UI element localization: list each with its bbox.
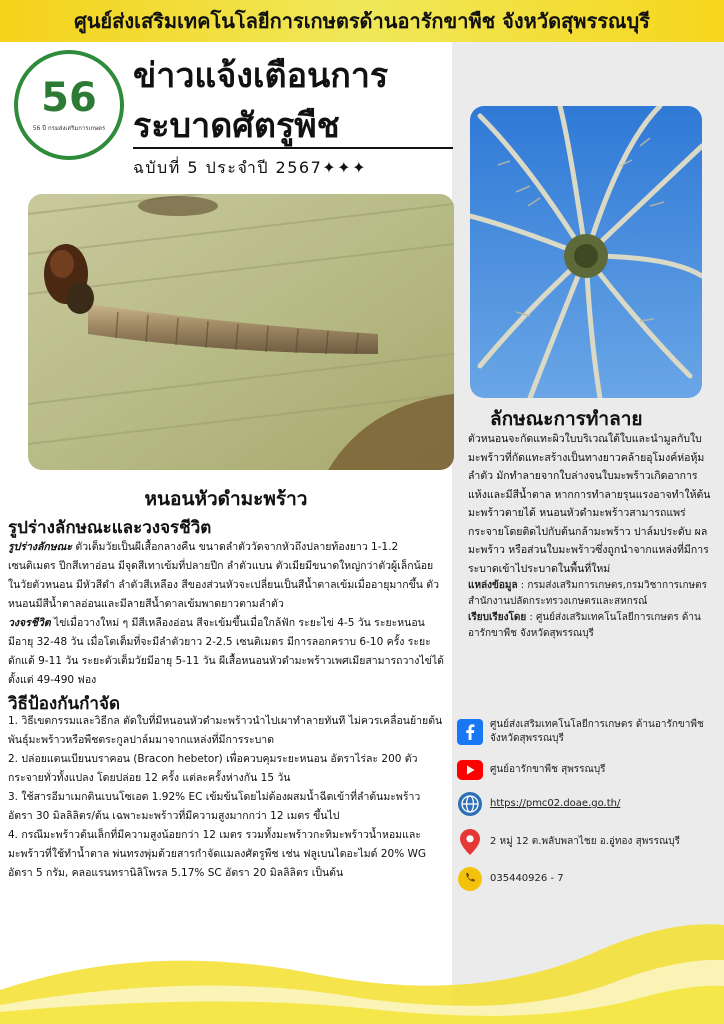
youtube-icon bbox=[456, 756, 484, 784]
page-title-line-1: ข่าวแจ้งเตือนการ bbox=[133, 56, 389, 96]
lifecycle-heading: รูปร่างลักษณะและวงจรชีวิต bbox=[8, 518, 212, 538]
morphology-text: ตัวเต็มวัยเป็นผีเสื้อกลางคืน ขนาดลำตัววัดจากหัวถึงปลายท้องยาว 1-1.2 เซนติเมตร ปีกสีเทาอ่อน มีจุดสีเทาเข้มที่ปลายปีก ลำตัวแบน ตัวเมียมีขนาดใหญ่กว่าตัวผู้เล็กน้อย ในวัยตัวหนอน มีหัวสีดำ ลำตัวสีเหลือง สีของส่วนหัวจะเปลี่ยนเป็นสีน้ำตาลเข้มเมื่ออายุมากขึ้น ตัวหนอนมีสีน้ำตาลอ่อนและมีลายสีน้ำตาลเข้มพาดยาวตามลำตัว bbox=[8, 541, 439, 610]
caterpillar-photo bbox=[28, 194, 454, 470]
facebook-page-text: ศูนย์ส่งเสริมเทคโนโลยีการเกษตร ด้านอารักขาพืช จังหวัดสุพรรณบุรี bbox=[490, 719, 704, 744]
footer-wave-decoration bbox=[0, 880, 724, 1024]
damage-text: ตัวหนอนจะกัดแทะผิวใบบริเวณใต้ใบและนำมูลกับใบมะพร้าวที่กัดแทะสร้างเป็นทางยาวคล้ายอุโมงค์ห่อหุ้มลำตัว มักทำลายจากใบล่างจนใบมะพร้าวเกิดอาการแห้งและมีสีน้ำตาล หากการทำลายรุนแรงอาจทำให้ต้นมะพร้าวตายได้ หนอนหัวดำมะพร้าวสามารถแพร่กระจายโดยติดไปกับต้นกล้ามะพร้าว ปาล์มประดับ ผลมะพร้าว หรือส่วนใบมะพร้าวซึ่งถูกนำจากแหล่งที่มีการระบาดเข้าไประบาดในพื้นที่ใหม่ bbox=[468, 433, 711, 575]
palm-tree-photo bbox=[470, 106, 702, 398]
source-info bbox=[468, 578, 716, 642]
prevention-list bbox=[8, 712, 444, 883]
contact-youtube[interactable] bbox=[456, 756, 716, 784]
pest-name-heading: หนอนหัวดำมะพร้าว bbox=[144, 488, 308, 510]
source-value: : กรมส่งเสริมการเกษตร,กรมวิชาการเกษตร สำนักงานปลัดกระทรวงเกษตรและสหกรณ์ bbox=[468, 580, 707, 607]
phone-number: 035440926 - 7 bbox=[490, 873, 564, 884]
page-title-line-2: ระบาดศัตรูพืช bbox=[133, 106, 340, 146]
life-cycle-label: วงจรชีวิต bbox=[8, 617, 51, 629]
header-banner bbox=[0, 0, 724, 42]
logo-caption: 56 ปี กรมส่งเสริมการเกษตร bbox=[32, 125, 106, 132]
website-link[interactable]: https://pmc02.doae.go.th/ bbox=[490, 798, 621, 809]
title-divider bbox=[133, 147, 453, 149]
contact-website[interactable] bbox=[456, 790, 716, 818]
prevention-item: 4. กรณีมะพร้าวต้นเล็กที่มีความสูงน้อยกว่า 12 เมตร รวมทั้งมะพร้าวกะทิมะพร้าวน้ำหอมและมะพร้าวที่ใช้ทำน้ำตาล พ่นทรงพุ่มด้วยสารกำจัดแมลงศัตรูพืช เช่น ฟลูเบนไดอะไมด์ 20% WG อัตรา 5 กรัม, คลอแรนทรานิลิโพรล 5.17% SC อัตรา 20 มิลลิลิตร เป็นต้น bbox=[8, 829, 427, 879]
morphology-label: รูปร่างลักษณะ bbox=[8, 541, 73, 553]
contact-facebook[interactable] bbox=[456, 718, 716, 746]
youtube-channel-text: ศูนย์อารักขาพืช สุพรรณบุรี bbox=[490, 764, 606, 775]
globe-icon bbox=[456, 790, 484, 818]
prevention-heading: วิธีป้องกันกำจัด bbox=[8, 694, 120, 714]
damage-heading: ลักษณะการทำลาย bbox=[490, 408, 643, 430]
life-cycle-text: ไข่เมื่อวางใหม่ ๆ มีสีเหลืองอ่อน สีจะเข้มขึ้นเมื่อใกล้ฟัก ระยะไข่ 4-5 วัน ระยะหนอนมีอายุ 32-48 วัน เมื่อโตเต็มที่จะมีลำตัวยาว 2-2.5 เซนติเมตร มีการลอกคราบ 6-10 ครั้ง ระยะดักแด้ 9-11 วัน ระยะตัวเต็มวัยมีอายุ 5-11 วัน ผีเสื้อหนอนหัวดำมะพร้าวเพศเมียสามารถวางไข่ได้ตั้งแต่ 49-490 ฟอง bbox=[8, 617, 444, 686]
address-text: 2 หมู่ 12 ต.พลับพลาไชย อ.อู่ทอง สุพรรณบุรี bbox=[490, 836, 681, 847]
logo-number: 56 bbox=[41, 75, 97, 121]
header-title: ศูนย์ส่งเสริมเทคโนโลยีการเกษตรด้านอารักขาพืช จังหวัดสุพรรณบุรี bbox=[74, 9, 650, 33]
lifecycle-text bbox=[8, 538, 444, 690]
compiled-by-label: เรียบเรียงโดย bbox=[468, 612, 527, 623]
location-pin-icon bbox=[456, 828, 484, 856]
prevention-item: 1. วิธีเขตกรรมและวิธีกล ตัดใบที่มีหนอนหัวดำมะพร้าวนำไปเผาทำลายทันที ไม่ควรเคลื่อนย้ายต้นพันธุ์มะพร้าวหรือพืชตระกูลปาล์มมาจากแหล่งที่มีการระบาด bbox=[8, 715, 443, 746]
contact-address bbox=[456, 828, 716, 856]
facebook-icon bbox=[456, 718, 484, 746]
prevention-item: 3. ใช้สารอีมาเมกตินเบนโซเอต 1.92% EC เข้มข้นโดยไม่ต้องผสมน้ำฉีดเข้าที่ลำต้นมะพร้าว อัตรา 30 มิลลิลิตร/ต้น เฉพาะมะพร้าวที่มีความสูงมากกว่า 12 เมตร ขึ้นไป bbox=[8, 791, 421, 822]
compiled-by-value: : ศูนย์ส่งเสริมเทคโนโลยีการเกษตร ด้านอารักขาพืช จังหวัดสุพรรณบุรี bbox=[468, 612, 701, 639]
department-logo bbox=[14, 50, 124, 160]
source-label: แหล่งข้อมูล bbox=[468, 580, 518, 591]
issue-number: ฉบับที่ 5 ประจำปี 2567✦✦✦ bbox=[133, 158, 367, 177]
prevention-item: 2. ปล่อยแตนเบียนบราคอน (Bracon hebetor) เพื่อควบคุมระยะหนอน อัตราไร่ละ 200 ตัว กระจายทั่วทั้งแปลง โดยปล่อย 12 ครั้ง แต่ละครั้งห่างกัน 15 วัน bbox=[8, 753, 418, 784]
